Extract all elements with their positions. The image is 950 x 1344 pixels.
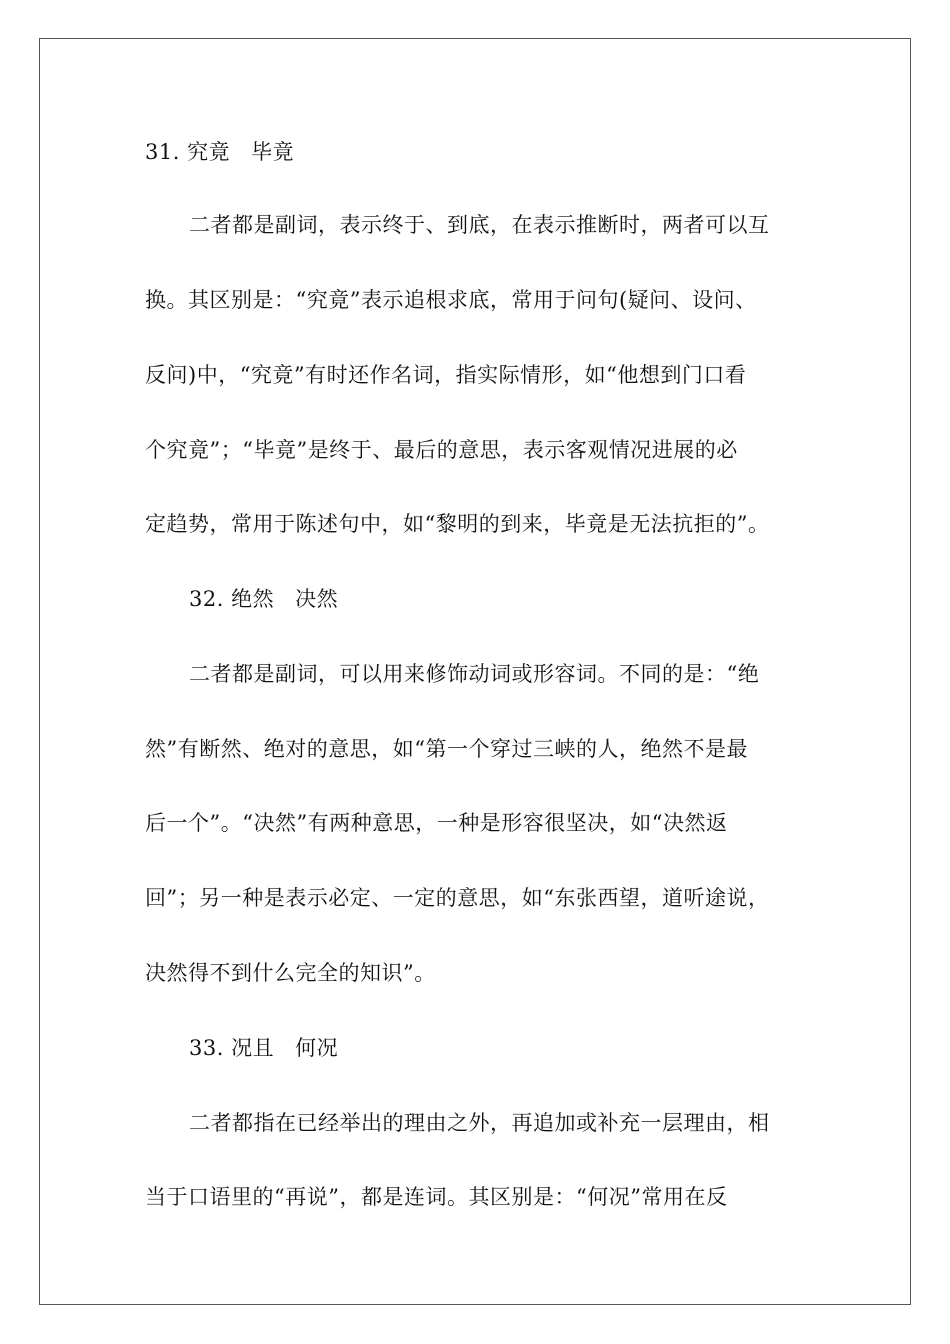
heading-33 — [189, 1033, 859, 1063]
paragraph-line: 二者都指在已经举出的理由之外，再追加或补充一层理由，相 — [189, 1111, 770, 1135]
heading-number: 32. — [189, 587, 224, 611]
paragraph-line: 个究竟”；“毕竟”是终于、最后的意思，表示客观情况进展的必 — [145, 438, 738, 462]
heading-32 — [189, 584, 859, 614]
heading-term: 况且 — [231, 1036, 275, 1060]
paragraph-line: 然”有断然、绝对的意思，如“第一个穿过三峡的人，绝然不是最 — [145, 737, 748, 761]
heading-number: 33. — [189, 1036, 224, 1060]
heading-term: 毕竟 — [251, 140, 295, 164]
paragraph-line: 当于口语里的“再说”，都是连词。其区别是：“何况”常用在反 — [145, 1185, 728, 1209]
heading-term: 绝然 — [231, 587, 275, 611]
paragraph-line: 二者都是副词，表示终于、到底，在表示推断时，两者可以互 — [189, 213, 770, 237]
heading-term: 何况 — [295, 1036, 339, 1060]
paragraph-line: 定趋势，常用于陈述句中，如“黎明的到来，毕竟是无法抗拒的”。 — [145, 512, 770, 536]
paragraph-line: 反问)中，“究竟”有时还作名词，指实际情形，如“他想到门口看 — [145, 363, 747, 387]
paragraph-line: 二者都是副词，可以用来修饰动词或形容词。不同的是：“绝 — [189, 662, 760, 686]
heading-term: 决然 — [295, 587, 339, 611]
paragraph-line: 回”；另一种是表示必定、一定的意思，如“东张西望，道听途说， — [145, 886, 770, 910]
heading-number: 31. — [145, 140, 180, 164]
paragraph-line: 决然得不到什么完全的知识”。 — [145, 961, 436, 985]
paragraph-line: 后一个”。“决然”有两种意思，一种是形容很坚决，如“决然返 — [145, 811, 728, 835]
heading-31 — [145, 137, 815, 167]
paragraph-line: 换。其区别是：“究竟”表示追根求底，常用于问句(疑问、设问、 — [145, 288, 757, 312]
heading-term: 究竟 — [187, 140, 231, 164]
